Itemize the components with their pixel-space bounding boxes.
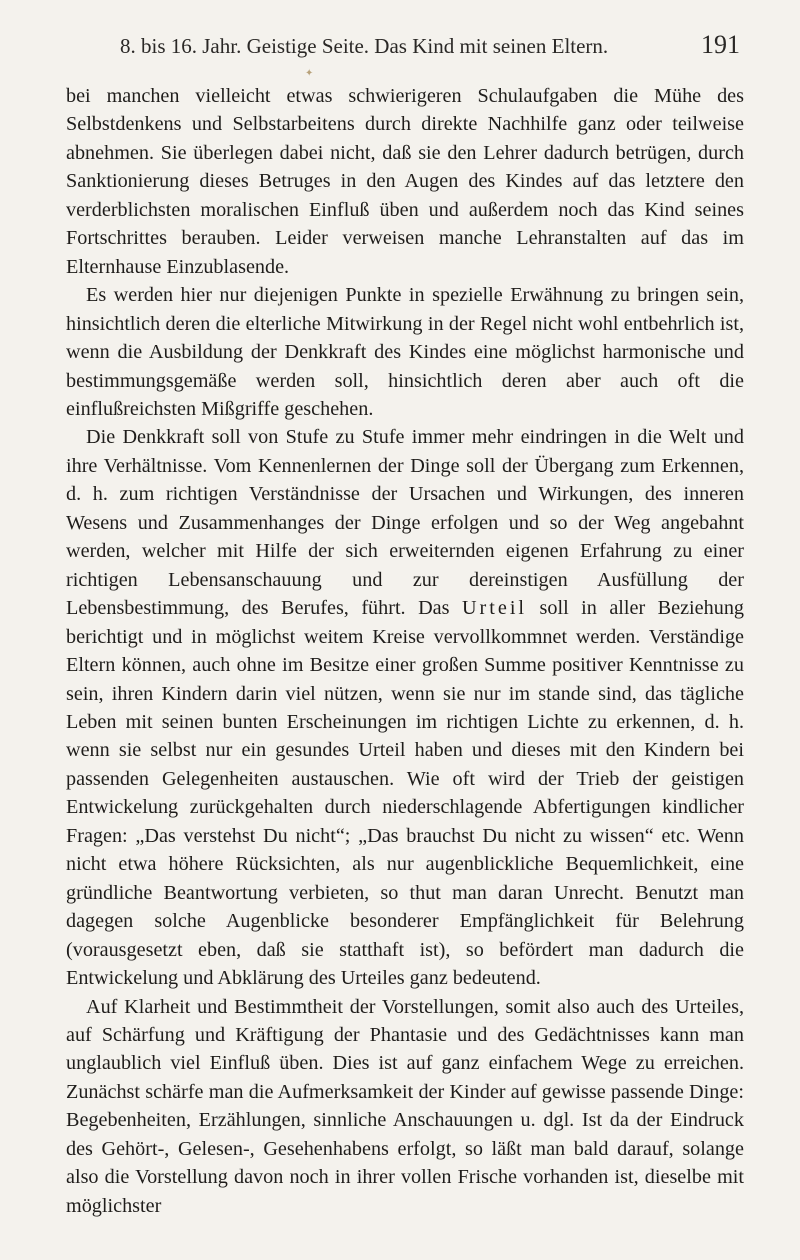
running-title: 8. bis 16. Jahr. Geistige Seite. Das Kind mit seinen Eltern. xyxy=(120,34,609,58)
spaced-word-urteil: Urteil xyxy=(461,597,528,620)
paragraph-3-part-2: soll in aller Beziehung berichtigt und in möglichst weitem Kreise vervollkommnet werden. Verständige Eltern können, auch ohne im Besitze einer großen Summe positiver Kenntnisse zu sein, ihren Kindern darin viel nützen, wenn sie nur im stande sind, das tägliche Leben mit seinen bunten Erscheinungen im richtigen Lichte zu erkennen, d. h. wenn sie selbst nur ein gesundes Urteil haben und dieses mit den Kindern bei passenden Gelegenheiten austauschen. Wie oft wird der Trieb der geistigen Entwickelung zurückgehalten durch niederschlagende Abfertigungen kindlicher Fragen: „Das verstehst Du nicht“; „Das brauchst Du nicht zu wissen“ etc. Wenn nicht etwa höhere Rücksichten, als nur augenblickliche Bequemlichkeit, eine gründliche Beantwortung verbieten, so thut man daran Unrecht. Benutzt man dagegen solche Augenblicke besonderer Empfänglichkeit für Belehrung (vorausgesetzt eben, daß sie statthaft ist), so befördert man dadurch die Entwickelung und Abklärung des Urteiles ganz bedeutend. xyxy=(66,597,745,990)
paragraph-2: Es werden hier nur diejenigen Punkte in spezielle Erwähnung zu bringen sein, hinsichtlich deren die elterliche Mitwirkung in der Regel nicht wohl entbehrlich ist, wenn die Ausbildung der Denkkraft des Kindes eine möglichst harmonische und bestimmungsgemäße werden soll, hinsichtlich deren aber auch oft die einflußreichsten Mißgriffe geschehen. xyxy=(66,284,744,420)
page-number: 191 xyxy=(701,30,740,59)
print-mark-icon: ✦ xyxy=(305,68,314,79)
paragraph-1: bei manchen vielleicht etwas schwierigeren Schulaufgaben die Mühe des Selbstdenkens und Selbstarbeitens durch direkte Nachhilfe ganz oder teilweise abnehmen. Sie überlegen dabei nicht, daß sie den Lehrer dadurch betrügen, durch Sanktionierung dieses Betruges in den Augen des Kindes auf das letztere den verderblichsten moralischen Einfluß üben und außerdem noch das Kind seines Fortschrittes berauben. Leider verweisen manche Lehranstalten auf das im Elternhause Einzublasende. xyxy=(66,85,744,278)
paragraph-4: Auf Klarheit und Bestimmtheit der Vorstellungen, somit also auch des Urteiles, auf Schärfung und Kräftigung der Phantasie und des Gedächtnisses kann man unglaublich viel Einfluß üben. Dies ist auf ganz einfachem Wege zu erreichen. Zunächst schärfe man die Aufmerksamkeit der Kinder auf gewisse passende Dinge: Begebenheiten, Erzählungen, sinnliche Anschauungen u. dgl. Ist da der Eindruck des Gehört-, Gelesen-, Gesehenhabens erfolgt, so läßt man bald darauf, solange also die Vorstellung davon noch in ihrer vollen Frische vorhanden ist, dieselbe mit möglichster xyxy=(66,995,744,1217)
paragraph-3 xyxy=(66,423,744,992)
paragraph-3-part-1: Die Denkkraft soll von Stufe zu Stufe immer mehr eindringen in die Welt und ihre Verhältnisse. Vom Kennenlernen der Dinge soll der Übergang zum Erkennen, d. h. zum richtigen Verständnisse der Ursachen und Wirkungen, des inneren Wesens und Zusammenhanges der Dinge erfolgen und so der Weg angebahnt werden, welcher mit Hilfe der sich erweiternden eigenen Erfahrung zu einer richtigen Lebensanschauung und zur dereinstigen Ausfüllung der Lebensbestimmung, des Berufes, führt. Das xyxy=(66,426,744,620)
body-text xyxy=(66,82,744,1220)
running-head xyxy=(120,30,740,62)
